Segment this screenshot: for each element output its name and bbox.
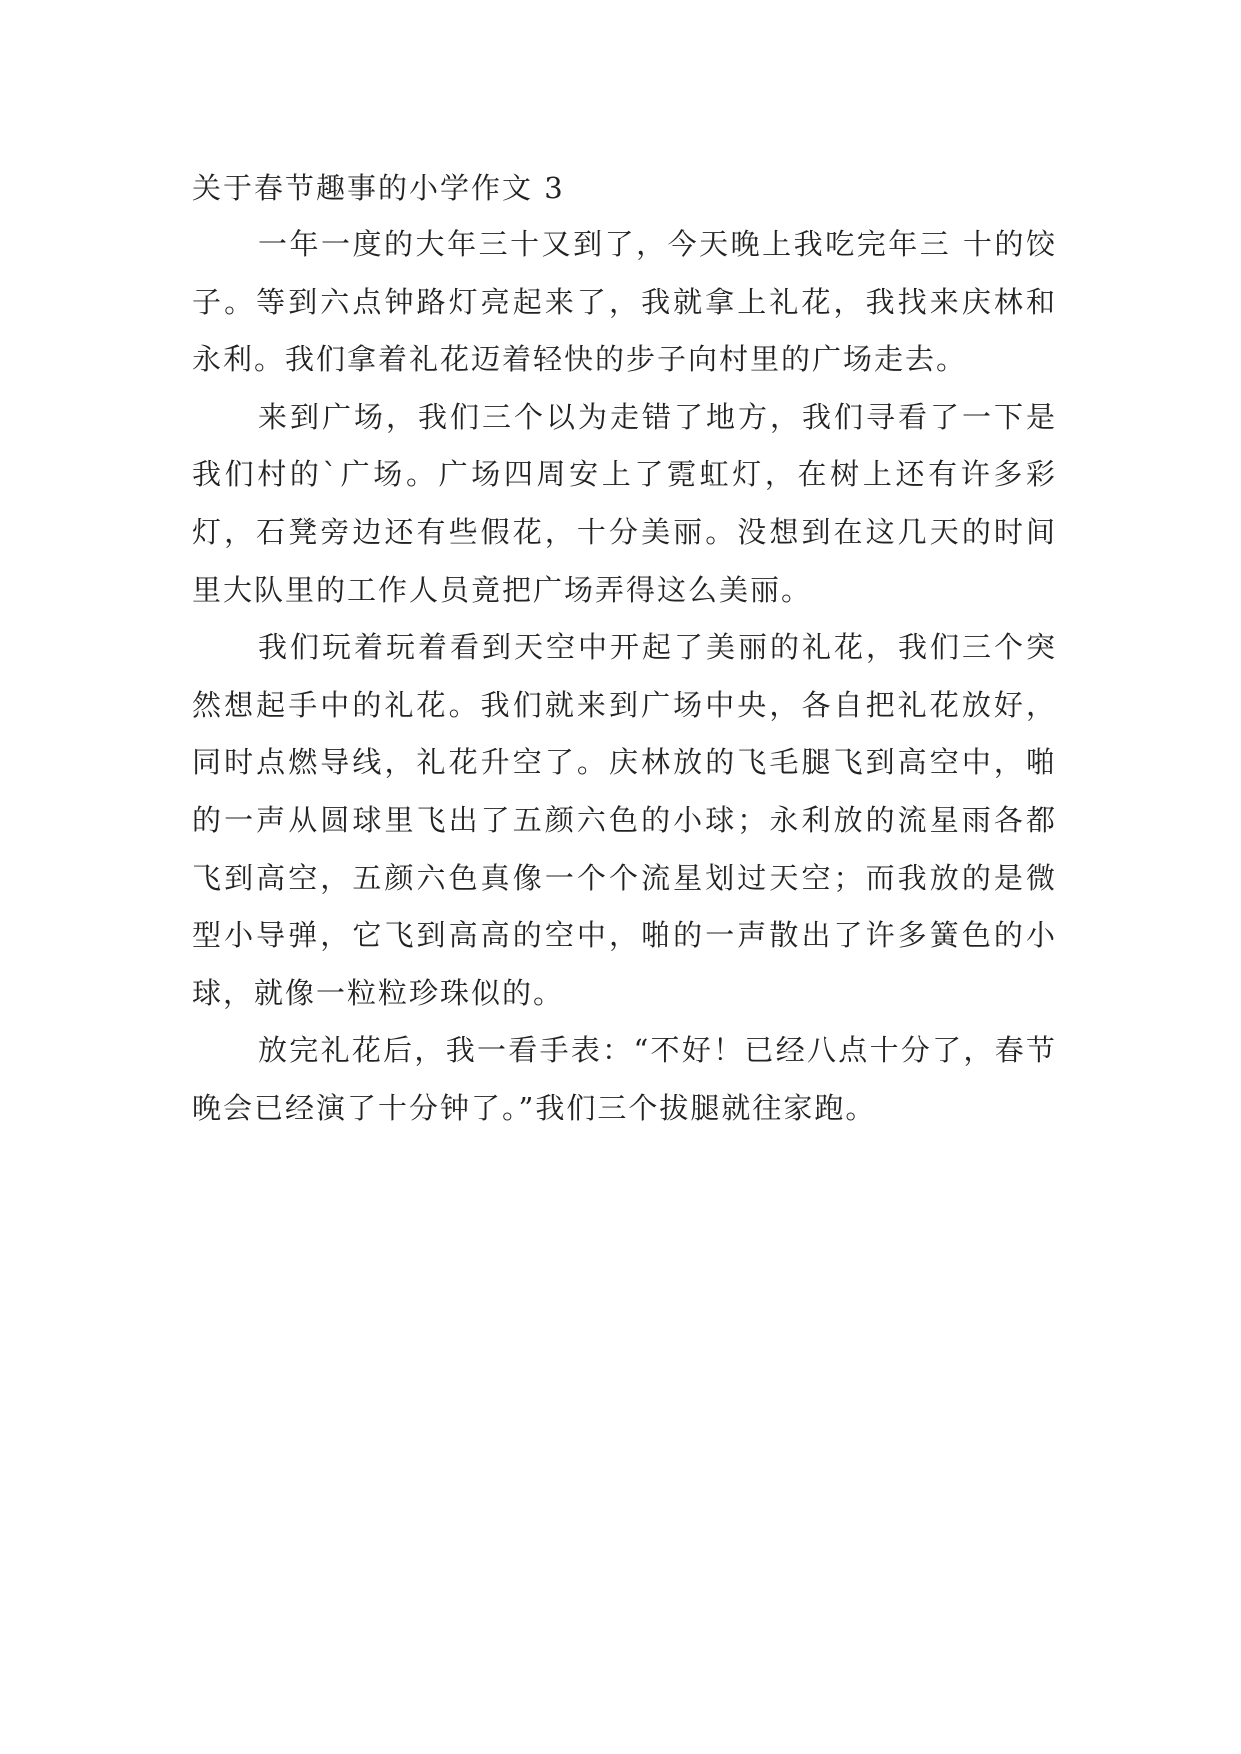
paragraph-2: 来到广场，我们三个以为走错了地方，我们寻看了一下是我们村的`广场。广场四周安上了霓虹灯，在树上还有许多彩灯，石凳旁边还有些假花，十分美丽。没想到在这几天的时间里大队里的工作人员竟把广场弄得这么美丽。 <box>192 399 1057 607</box>
document-body <box>192 160 1057 1138</box>
paragraph-3: 我们玩着玩着看到天空中开起了美丽的礼花，我们三个突然想起手中的礼花。我们就来到广场中央，各自把礼花放好，同时点燃导线，礼花升空了。庆林放的飞毛腿飞到高空中，啪的一声从圆球里飞出了五颜六色的小球；永利放的流星雨各都飞到高空，五颜六色真像一个个流星划过天空；而我放的是微型小导弹，它飞到高高的空中，啪的一声散出了许多簧色的小球，就像一粒粒珍珠似的。 <box>192 630 1057 1010</box>
paragraph-1: 一年一度的大年三十又到了，今天晚上我吃完年三 十的饺子。等到六点钟路灯亮起来了，我就拿上礼花，我找来庆林和永利。我们拿着礼花迈着轻快的步子向村里的广场走去。 <box>192 227 1057 377</box>
document-title: 关于春节趣事的小学作文 3 <box>192 171 565 205</box>
paragraph-4: 放完礼花后，我一看手表：“不好！已经八点十分了，春节晚会已经演了十分钟了。”我们三个拔腿就往家跑。 <box>192 1033 1057 1125</box>
